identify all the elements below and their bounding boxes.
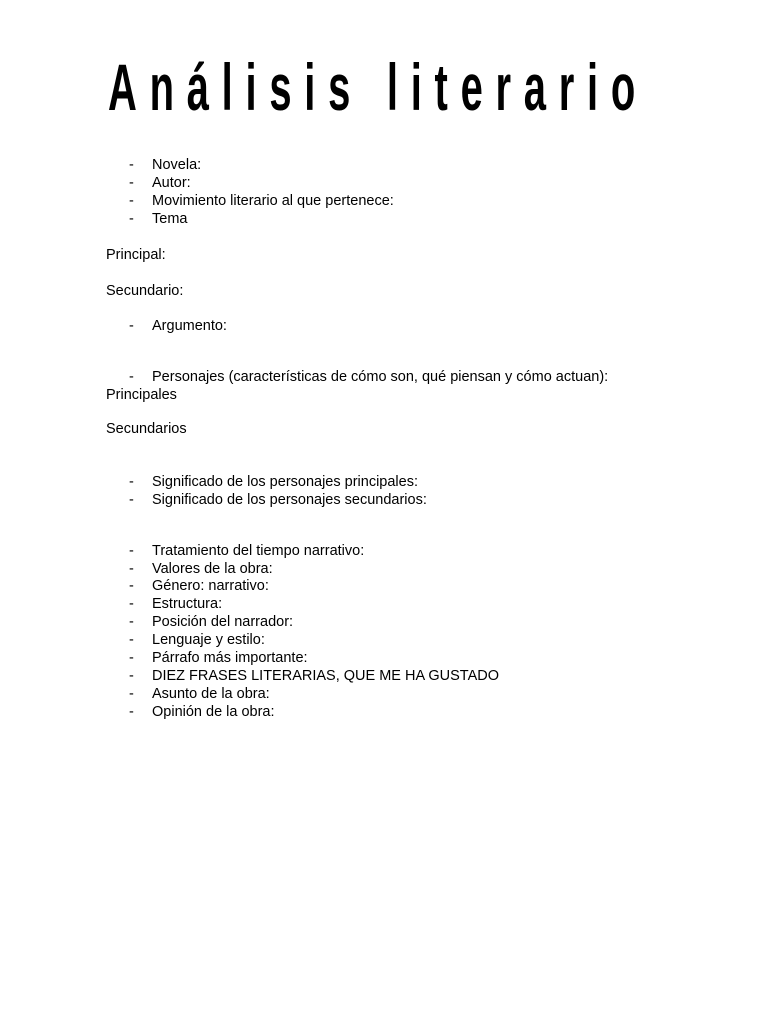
list-item-label: Autor: bbox=[152, 175, 191, 191]
list-bullet: - bbox=[129, 318, 134, 334]
list-item-label: DIEZ FRASES LITERARIAS, QUE ME HA GUSTADO bbox=[152, 668, 499, 684]
list-item-label: Lenguaje y estilo: bbox=[152, 632, 265, 648]
list-item-autor bbox=[129, 174, 689, 192]
list-item-label: Tema bbox=[152, 211, 188, 227]
secundarios-label: Secundarios bbox=[106, 421, 187, 437]
list-item-personajes bbox=[129, 368, 689, 386]
list-item-label: Personajes (características de cómo son, qué piensan y cómo actuan): bbox=[152, 369, 609, 385]
list-item-label: Opinión de la obra: bbox=[152, 704, 275, 720]
list-bullet: - bbox=[129, 175, 134, 191]
list-bullet: - bbox=[129, 614, 134, 630]
list-item-label: Valores de la obra: bbox=[152, 561, 273, 577]
list-item-label: Significado de los personajes secundarios: bbox=[152, 492, 427, 508]
list-item-tema bbox=[129, 210, 689, 228]
list-bullet: - bbox=[129, 543, 134, 559]
list-bullet: - bbox=[129, 650, 134, 666]
list-bullet: - bbox=[129, 668, 134, 684]
list-item-label: Tratamiento del tiempo narrativo: bbox=[152, 543, 365, 559]
list-bullet: - bbox=[129, 211, 134, 227]
list-item-parrafo bbox=[129, 649, 689, 667]
list-item-tiempo-narrativo bbox=[129, 542, 689, 560]
list-bullet: - bbox=[129, 492, 134, 508]
page-title-text: Análisis literario bbox=[108, 50, 648, 124]
list-item-valores bbox=[129, 560, 689, 578]
list-item-significado-secundarios bbox=[129, 491, 689, 509]
page-title bbox=[108, 26, 656, 130]
list-bullet: - bbox=[129, 369, 134, 385]
list-item-argumento bbox=[129, 317, 689, 335]
list-bullet: - bbox=[129, 561, 134, 577]
list-item-opinion bbox=[129, 703, 689, 721]
list-item-label: Párrafo más importante: bbox=[152, 650, 308, 666]
list-bullet: - bbox=[129, 578, 134, 594]
list-item-novela bbox=[129, 156, 689, 174]
list-item-label: Novela: bbox=[152, 157, 202, 173]
list-item-asunto bbox=[129, 685, 689, 703]
list-item-lenguaje bbox=[129, 631, 689, 649]
list-bullet: - bbox=[129, 157, 134, 173]
list-item-significado-principales bbox=[129, 473, 689, 491]
list-item-label: Estructura: bbox=[152, 596, 223, 612]
secundario-label: Secundario: bbox=[106, 283, 184, 299]
list-item-label: Significado de los personajes principales: bbox=[152, 474, 418, 490]
list-item-estructura bbox=[129, 595, 689, 613]
list-item-label: Movimiento literario al que pertenece: bbox=[152, 193, 394, 209]
list-bullet: - bbox=[129, 193, 134, 209]
list-item-genero bbox=[129, 577, 689, 595]
list-item-label: Género: narrativo: bbox=[152, 578, 269, 594]
list-item-narrador bbox=[129, 613, 689, 631]
list-bullet: - bbox=[129, 704, 134, 720]
principales-label: Principales bbox=[106, 387, 177, 403]
list-item-label: Argumento: bbox=[152, 318, 227, 334]
list-item-frases bbox=[129, 667, 689, 685]
list-bullet: - bbox=[129, 632, 134, 648]
list-item-label: Asunto de la obra: bbox=[152, 686, 270, 702]
list-item-label: Posición del narrador: bbox=[152, 614, 294, 630]
list-item-movimiento bbox=[129, 192, 689, 210]
principal-label: Principal: bbox=[106, 247, 166, 263]
list-bullet: - bbox=[129, 474, 134, 490]
list-bullet: - bbox=[129, 686, 134, 702]
list-bullet: - bbox=[129, 596, 134, 612]
